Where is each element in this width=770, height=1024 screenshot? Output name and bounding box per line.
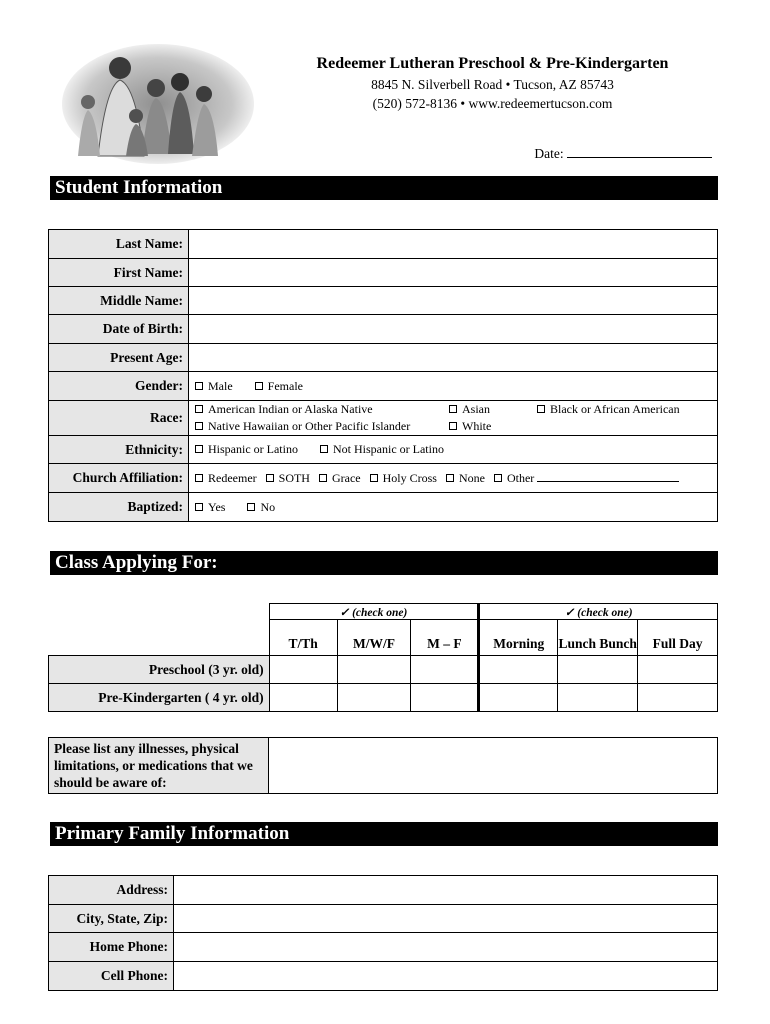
checkbox-icon[interactable]	[537, 405, 545, 413]
checkbox-icon[interactable]	[195, 405, 203, 413]
age-label: Present Age:	[49, 344, 189, 372]
time-check-one: ✓ (check one)	[479, 604, 718, 620]
student-info-table	[48, 229, 718, 522]
prek-tth-cell[interactable]	[269, 684, 337, 712]
church-other-field[interactable]	[537, 473, 679, 482]
date-row	[534, 146, 712, 162]
dob-label: Date of Birth:	[49, 315, 189, 344]
church-none-option[interactable]: None	[446, 471, 485, 486]
prek-mwf-cell[interactable]	[337, 684, 411, 712]
checkbox-icon[interactable]	[195, 503, 203, 511]
dob-field[interactable]	[189, 315, 718, 344]
student-info-header: Student Information	[50, 176, 718, 200]
illness-table	[48, 737, 718, 794]
baptized-options	[189, 493, 718, 522]
row-pre-kindergarten: Pre-Kindergarten ( 4 yr. old)	[49, 684, 270, 712]
checkbox-icon[interactable]	[319, 474, 327, 482]
class-corner-cell	[49, 620, 270, 656]
illness-label: Please list any illnesses, physical limitations, or medications that we should be aware of:	[49, 738, 269, 794]
prek-morning-cell[interactable]	[479, 684, 558, 712]
col-full-day: Full Day	[638, 620, 718, 656]
ethnicity-not-hispanic-option[interactable]: Not Hispanic or Latino	[320, 442, 444, 457]
gender-label: Gender:	[49, 372, 189, 401]
race-white-option[interactable]: White	[449, 418, 491, 435]
preschool-morning-cell[interactable]	[479, 656, 558, 684]
baptized-yes-option[interactable]: Yes	[195, 500, 225, 515]
col-mwf: M/W/F	[337, 620, 411, 656]
checkbox-icon[interactable]	[320, 445, 328, 453]
ethnicity-hispanic-option[interactable]: Hispanic or Latino	[195, 442, 298, 457]
race-label: Race:	[49, 401, 189, 436]
col-mf: M – F	[411, 620, 479, 656]
gender-options	[189, 372, 718, 401]
class-applying-header: Class Applying For:	[50, 551, 718, 575]
class-corner-cell	[49, 604, 270, 620]
col-lunch-bunch: Lunch Bunch	[558, 620, 638, 656]
church-redeemer-option[interactable]: Redeemer	[195, 471, 257, 486]
row-preschool: Preschool (3 yr. old)	[49, 656, 270, 684]
illness-field[interactable]	[269, 738, 718, 794]
race-options	[189, 401, 718, 436]
preschool-lunch-cell[interactable]	[558, 656, 638, 684]
col-tth: T/Th	[269, 620, 337, 656]
middle-name-field[interactable]	[189, 287, 718, 315]
checkbox-icon[interactable]	[195, 422, 203, 430]
prek-lunch-cell[interactable]	[558, 684, 638, 712]
last-name-label: Last Name:	[49, 230, 189, 259]
checkbox-icon[interactable]	[247, 503, 255, 511]
ethnicity-options	[189, 436, 718, 464]
col-morning: Morning	[479, 620, 558, 656]
checkbox-icon[interactable]	[255, 382, 263, 390]
days-check-one: ✓ (check one)	[269, 604, 479, 620]
church-soth-option[interactable]: SOTH	[266, 471, 310, 486]
race-black-option[interactable]: Black or African American	[537, 401, 680, 418]
home-phone-field[interactable]	[174, 933, 718, 962]
jesus-with-children-illustration	[58, 36, 258, 164]
race-asian-option[interactable]: Asian	[449, 401, 537, 418]
city-state-zip-field[interactable]	[174, 905, 718, 933]
checkbox-icon[interactable]	[370, 474, 378, 482]
school-address: 8845 N. Silverbell Road • Tucson, AZ 85743	[371, 77, 614, 92]
church-holy-cross-option[interactable]: Holy Cross	[370, 471, 437, 486]
race-native-hawaiian-option[interactable]: Native Hawaiian or Other Pacific Islander	[195, 418, 449, 435]
checkbox-icon[interactable]	[494, 474, 502, 482]
family-info-table	[48, 875, 718, 991]
school-name: Redeemer Lutheran Preschool & Pre-Kindergarten	[316, 55, 669, 72]
preschool-fullday-cell[interactable]	[638, 656, 718, 684]
preschool-mwf-cell[interactable]	[337, 656, 411, 684]
school-contact: (520) 572-8136 • www.redeemertucson.com	[372, 96, 613, 111]
checkbox-icon[interactable]	[195, 474, 203, 482]
home-phone-label: Home Phone:	[49, 933, 174, 962]
first-name-field[interactable]	[189, 259, 718, 287]
first-name-label: First Name:	[49, 259, 189, 287]
preschool-tth-cell[interactable]	[269, 656, 337, 684]
date-field[interactable]	[567, 146, 712, 158]
checkbox-icon[interactable]	[449, 422, 457, 430]
baptized-label: Baptized:	[49, 493, 189, 522]
baptized-no-option[interactable]: No	[247, 500, 275, 515]
church-options	[189, 464, 718, 493]
city-state-zip-label: City, State, Zip:	[49, 905, 174, 933]
family-info-header: Primary Family Information	[50, 822, 718, 846]
preschool-mf-cell[interactable]	[411, 656, 479, 684]
church-other-option[interactable]: Other	[494, 471, 679, 486]
cell-phone-field[interactable]	[174, 962, 718, 991]
checkbox-icon[interactable]	[446, 474, 454, 482]
checkbox-icon[interactable]	[449, 405, 457, 413]
prek-mf-cell[interactable]	[411, 684, 479, 712]
church-grace-option[interactable]: Grace	[319, 471, 361, 486]
cell-phone-label: Cell Phone:	[49, 962, 174, 991]
prek-fullday-cell[interactable]	[638, 684, 718, 712]
address-field[interactable]	[174, 876, 718, 905]
middle-name-label: Middle Name:	[49, 287, 189, 315]
gender-male-option[interactable]: Male	[195, 379, 233, 394]
checkbox-icon[interactable]	[195, 445, 203, 453]
gender-female-option[interactable]: Female	[255, 379, 303, 394]
checkbox-icon[interactable]	[195, 382, 203, 390]
church-label: Church Affiliation:	[49, 464, 189, 493]
age-field[interactable]	[189, 344, 718, 372]
race-american-indian-option[interactable]: American Indian or Alaska Native	[195, 401, 449, 418]
address-label: Address:	[49, 876, 174, 905]
checkbox-icon[interactable]	[266, 474, 274, 482]
ethnicity-label: Ethnicity:	[49, 436, 189, 464]
date-label: Date:	[534, 146, 564, 161]
last-name-field[interactable]	[189, 230, 718, 259]
class-table	[48, 603, 718, 712]
